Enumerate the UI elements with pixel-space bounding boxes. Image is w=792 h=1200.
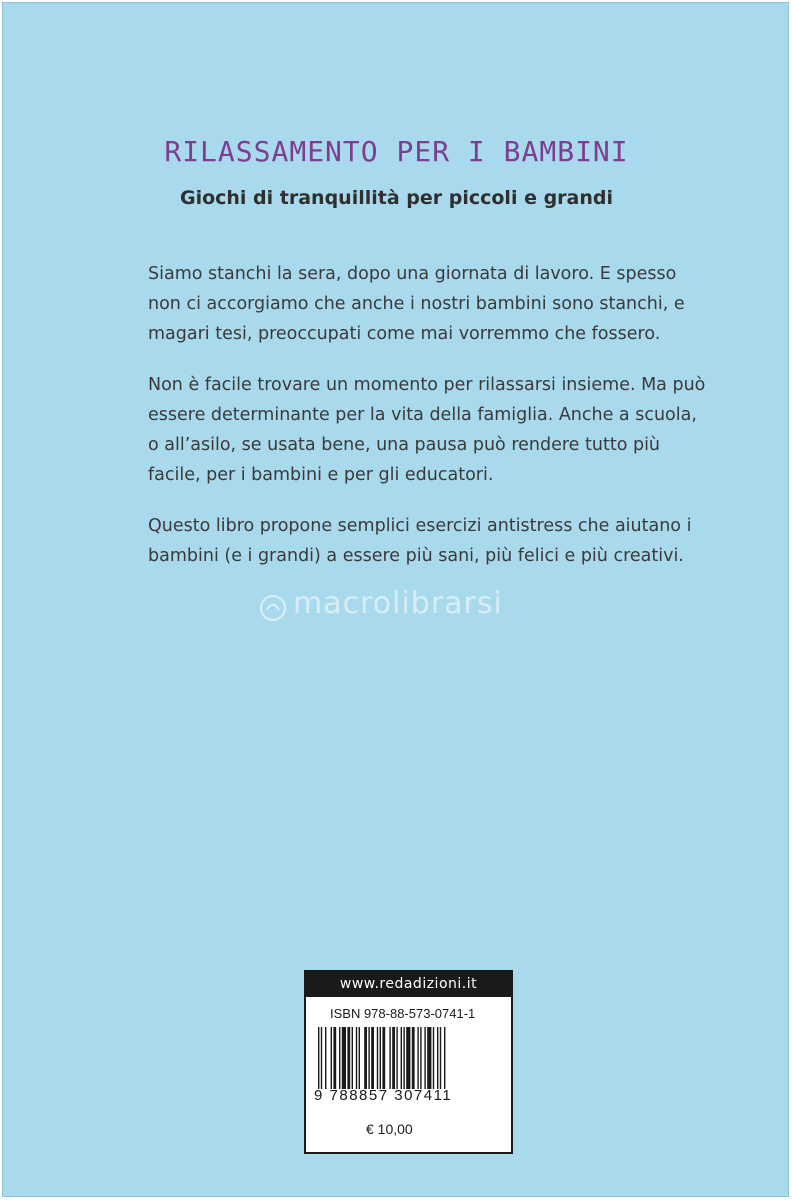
blurb [148, 259, 708, 592]
barcode-bar [364, 1027, 367, 1089]
ean-number: 9 788857 307411 [314, 1087, 453, 1104]
barcode-bar [440, 1027, 441, 1089]
book-back-cover [2, 2, 789, 1197]
barcode-bar [437, 1027, 438, 1089]
barcode-bar [321, 1027, 322, 1089]
barcode-bar [420, 1027, 421, 1089]
barcode-bar [325, 1027, 326, 1089]
barcode-bar [333, 1027, 336, 1089]
barcode-bar [424, 1027, 425, 1089]
barcode-bar [427, 1027, 431, 1089]
barcode-bar [403, 1027, 404, 1089]
blurb-paragraph-1: Siamo stanchi la sera, dopo una giornata di lavoro. E spesso non ci accorgiamo che anche i nostri bambini sono stanchi, e magari tesi, preoccupati come mai vorremmo che fossero. [148, 264, 685, 344]
barcode-bar [444, 1027, 445, 1089]
isbn-label: ISBN 978-88-573-0741-1 [330, 1006, 476, 1021]
barcode-bar [380, 1027, 381, 1089]
barcode-bar [339, 1027, 340, 1089]
watermark-logo-icon [258, 593, 288, 623]
barcode-bar [433, 1027, 434, 1089]
blurb-paragraph-3: Questo libro propone semplici esercizi antistress che aiutano i bambini (e i grandi) a essere più sani, più felici e più creativi. [148, 516, 692, 566]
barcode-bar [412, 1027, 415, 1089]
barcode-bars [316, 1027, 506, 1089]
barcode-bar [342, 1027, 346, 1089]
barcode-bar [382, 1027, 385, 1089]
barcode-bar [347, 1027, 350, 1089]
barcode-bar [377, 1027, 378, 1089]
blurb-paragraph-2: Non è facile trovare un momento per rilassarsi insieme. Ma può essere determinante per la vita della famiglia. Anche a scuola, o all’asilo, se usata bene, una pausa può rendere tutto più facile, per i bambini e per gli educatori. [148, 375, 706, 485]
barcode-bar [318, 1027, 319, 1089]
barcode-bar [417, 1027, 418, 1089]
watermark-text: macrolibrarsi [293, 586, 503, 621]
book-title: RILASSAMENTO PER I BAMBINI [164, 135, 629, 168]
barcode-bar [359, 1027, 360, 1089]
barcode-bar [356, 1027, 357, 1089]
price-label: € 10,00 [366, 1121, 413, 1137]
barcode-bar [368, 1027, 369, 1089]
barcode-bar [352, 1027, 353, 1089]
barcode-box [304, 970, 513, 1154]
barcode-bar [371, 1027, 374, 1089]
barcode-bar [331, 1027, 332, 1089]
barcode-bar [401, 1027, 402, 1089]
barcode-bar [396, 1027, 397, 1089]
barcode-bar [406, 1027, 410, 1089]
barcode-bar [389, 1027, 390, 1089]
publisher-url: www.redadizioni.it [306, 972, 511, 997]
book-subtitle: Giochi di tranquillità per piccoli e grandi [179, 187, 614, 209]
barcode-bar [392, 1027, 395, 1089]
